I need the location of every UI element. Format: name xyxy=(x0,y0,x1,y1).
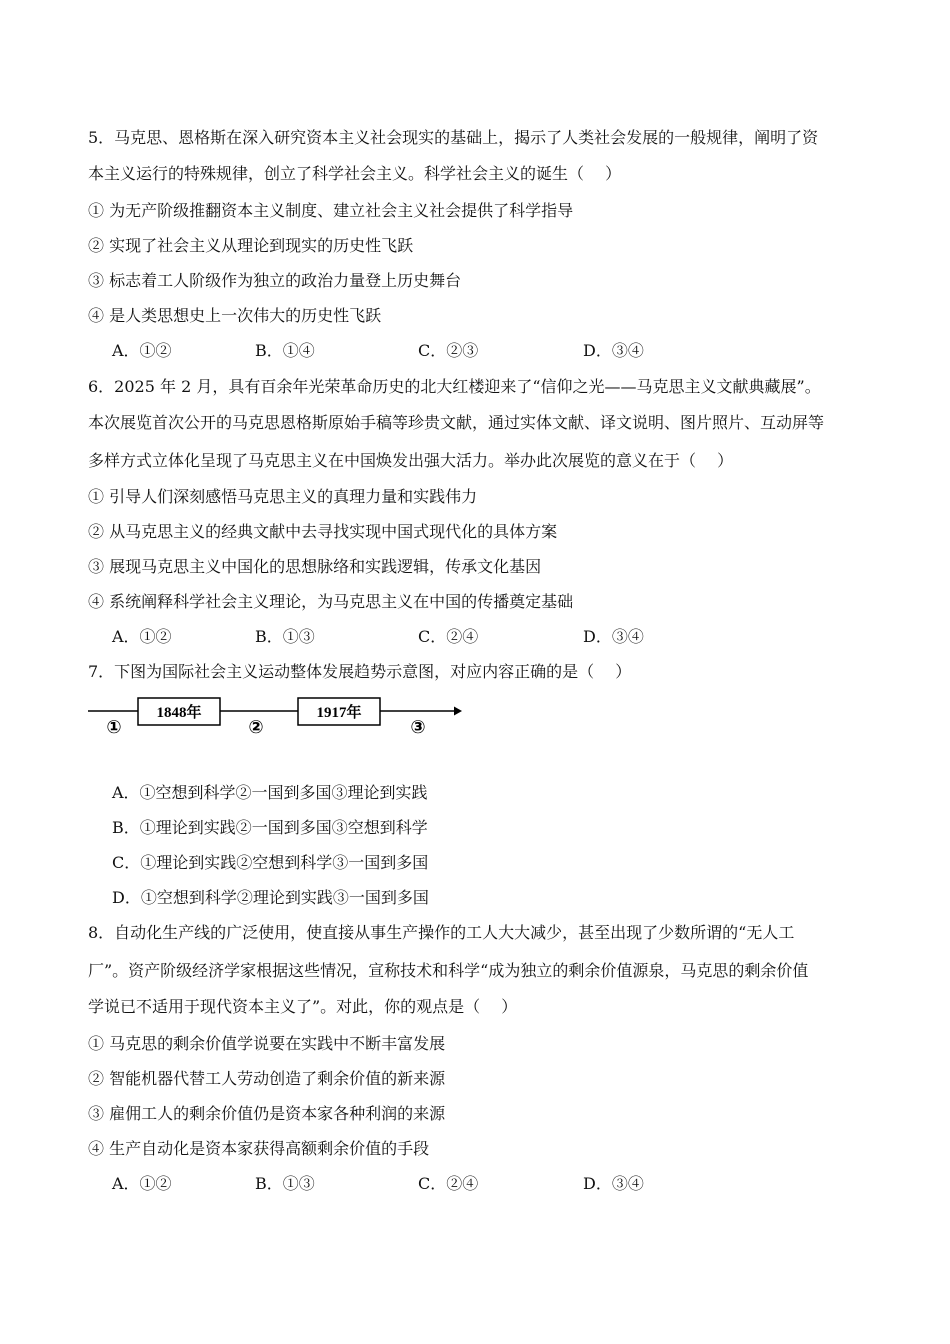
q8-statement-4: ④ 生产自动化是资本家获得高额剩余价值的手段 xyxy=(88,1139,430,1158)
q5-option-a[interactable]: A．①② xyxy=(112,341,172,360)
timeline-marker-2: ② xyxy=(248,717,264,738)
q5-statement-3: ③ 标志着工人阶级作为独立的政治力量登上历史舞台 xyxy=(88,271,462,290)
q5-option-b[interactable]: B．①④ xyxy=(255,341,315,360)
timeline-marker-3: ③ xyxy=(410,717,426,738)
q5-statement-4: ④ 是人类思想史上一次伟大的历史性飞跃 xyxy=(88,306,382,325)
q8-option-d[interactable]: D．③④ xyxy=(583,1174,644,1193)
q5-statement-1: ① 为无产阶级推翻资本主义制度、建立社会主义社会提供了科学指导 xyxy=(88,201,574,220)
q7-option-d[interactable]: D．①空想到科学②理论到实践③一国到多国 xyxy=(112,888,429,907)
q8-statement-3: ③ 雇佣工人的剩余价值仍是资本家各种利润的来源 xyxy=(88,1104,446,1123)
q5-stem-line-2: 本主义运行的特殊规律，创立了科学社会主义。科学社会主义的诞生（ ） xyxy=(88,164,622,183)
q6-option-a[interactable]: A．①② xyxy=(112,627,172,646)
q6-stem-line-3: 多样方式立体化呈现了马克思主义在中国焕发出强大活力。举办此次展览的意义在于（ ） xyxy=(88,451,734,470)
q5-option-d[interactable]: D．③④ xyxy=(583,341,644,360)
q8-option-c[interactable]: C．②④ xyxy=(418,1174,479,1193)
timeline-marker-1: ① xyxy=(106,717,122,738)
q6-stem-line-1: 6．2025 年 2 月，具有百余年光荣革命历史的北大红楼迎来了“信仰之光——马克思主义文献典藏展”。 xyxy=(88,377,821,396)
q8-stem-line-2: 厂”。资产阶级经济学家根据这些情况，宣称技术和科学“成为独立的剩余价值源泉，马克思的剩余价值 xyxy=(88,961,809,980)
q8-statement-1: ① 马克思的剩余价值学说要在实践中不断丰富发展 xyxy=(88,1034,446,1053)
q8-statement-2: ② 智能机器代替工人劳动创造了剩余价值的新来源 xyxy=(88,1069,446,1088)
q7-option-c[interactable]: C．①理论到实践②空想到科学③一国到多国 xyxy=(112,853,429,872)
q6-option-c[interactable]: C．②④ xyxy=(418,627,479,646)
q6-statement-2: ② 从马克思主义的经典文献中去寻找实现中国式现代化的具体方案 xyxy=(88,522,558,541)
q7-option-b[interactable]: B．①理论到实践②一国到多国③空想到科学 xyxy=(112,818,428,837)
timeline-year-1848: 1848年 xyxy=(156,705,202,721)
q8-stem-line-3: 学说已不适用于现代资本主义了”。对此，你的观点是（ ） xyxy=(88,997,518,1016)
q8-option-a[interactable]: A．①② xyxy=(112,1174,172,1193)
q6-statement-4: ④ 系统阐释科学社会主义理论，为马克思主义在中国的传播奠定基础 xyxy=(88,592,574,611)
q5-option-c[interactable]: C．②③ xyxy=(418,341,479,360)
q8-option-b[interactable]: B．①③ xyxy=(255,1174,315,1193)
q7-stem: 7．下图为国际社会主义运动整体发展趋势示意图，对应内容正确的是（ ） xyxy=(88,662,632,681)
q6-statement-1: ① 引导人们深刻感悟马克思主义的真理力量和实践伟力 xyxy=(88,487,478,506)
timeline-diagram xyxy=(88,695,468,740)
q8-stem-line-1: 8．自动化生产线的广泛使用，使直接从事生产操作的工人大大减少，甚至出现了少数所谓的“无人工 xyxy=(88,923,795,942)
q6-stem-line-2: 本次展览首次公开的马克思恩格斯原始手稿等珍贵文献，通过实体文献、译文说明、图片照片、互动屏等 xyxy=(88,413,825,432)
q5-statement-2: ② 实现了社会主义从理论到现实的历史性飞跃 xyxy=(88,236,414,255)
q5-stem-line-1: 5．马克思、恩格斯在深入研究资本主义社会现实的基础上，揭示了人类社会发展的一般规律，阐明了资 xyxy=(88,128,819,147)
timeline-arrowhead xyxy=(454,707,462,716)
q6-option-b[interactable]: B．①③ xyxy=(255,627,315,646)
q7-option-a[interactable]: A．①空想到科学②一国到多国③理论到实践 xyxy=(112,783,428,802)
timeline-year-1917: 1917年 xyxy=(316,705,362,721)
q6-option-d[interactable]: D．③④ xyxy=(583,627,644,646)
q6-statement-3: ③ 展现马克思主义中国化的思想脉络和实践逻辑，传承文化基因 xyxy=(88,557,542,576)
